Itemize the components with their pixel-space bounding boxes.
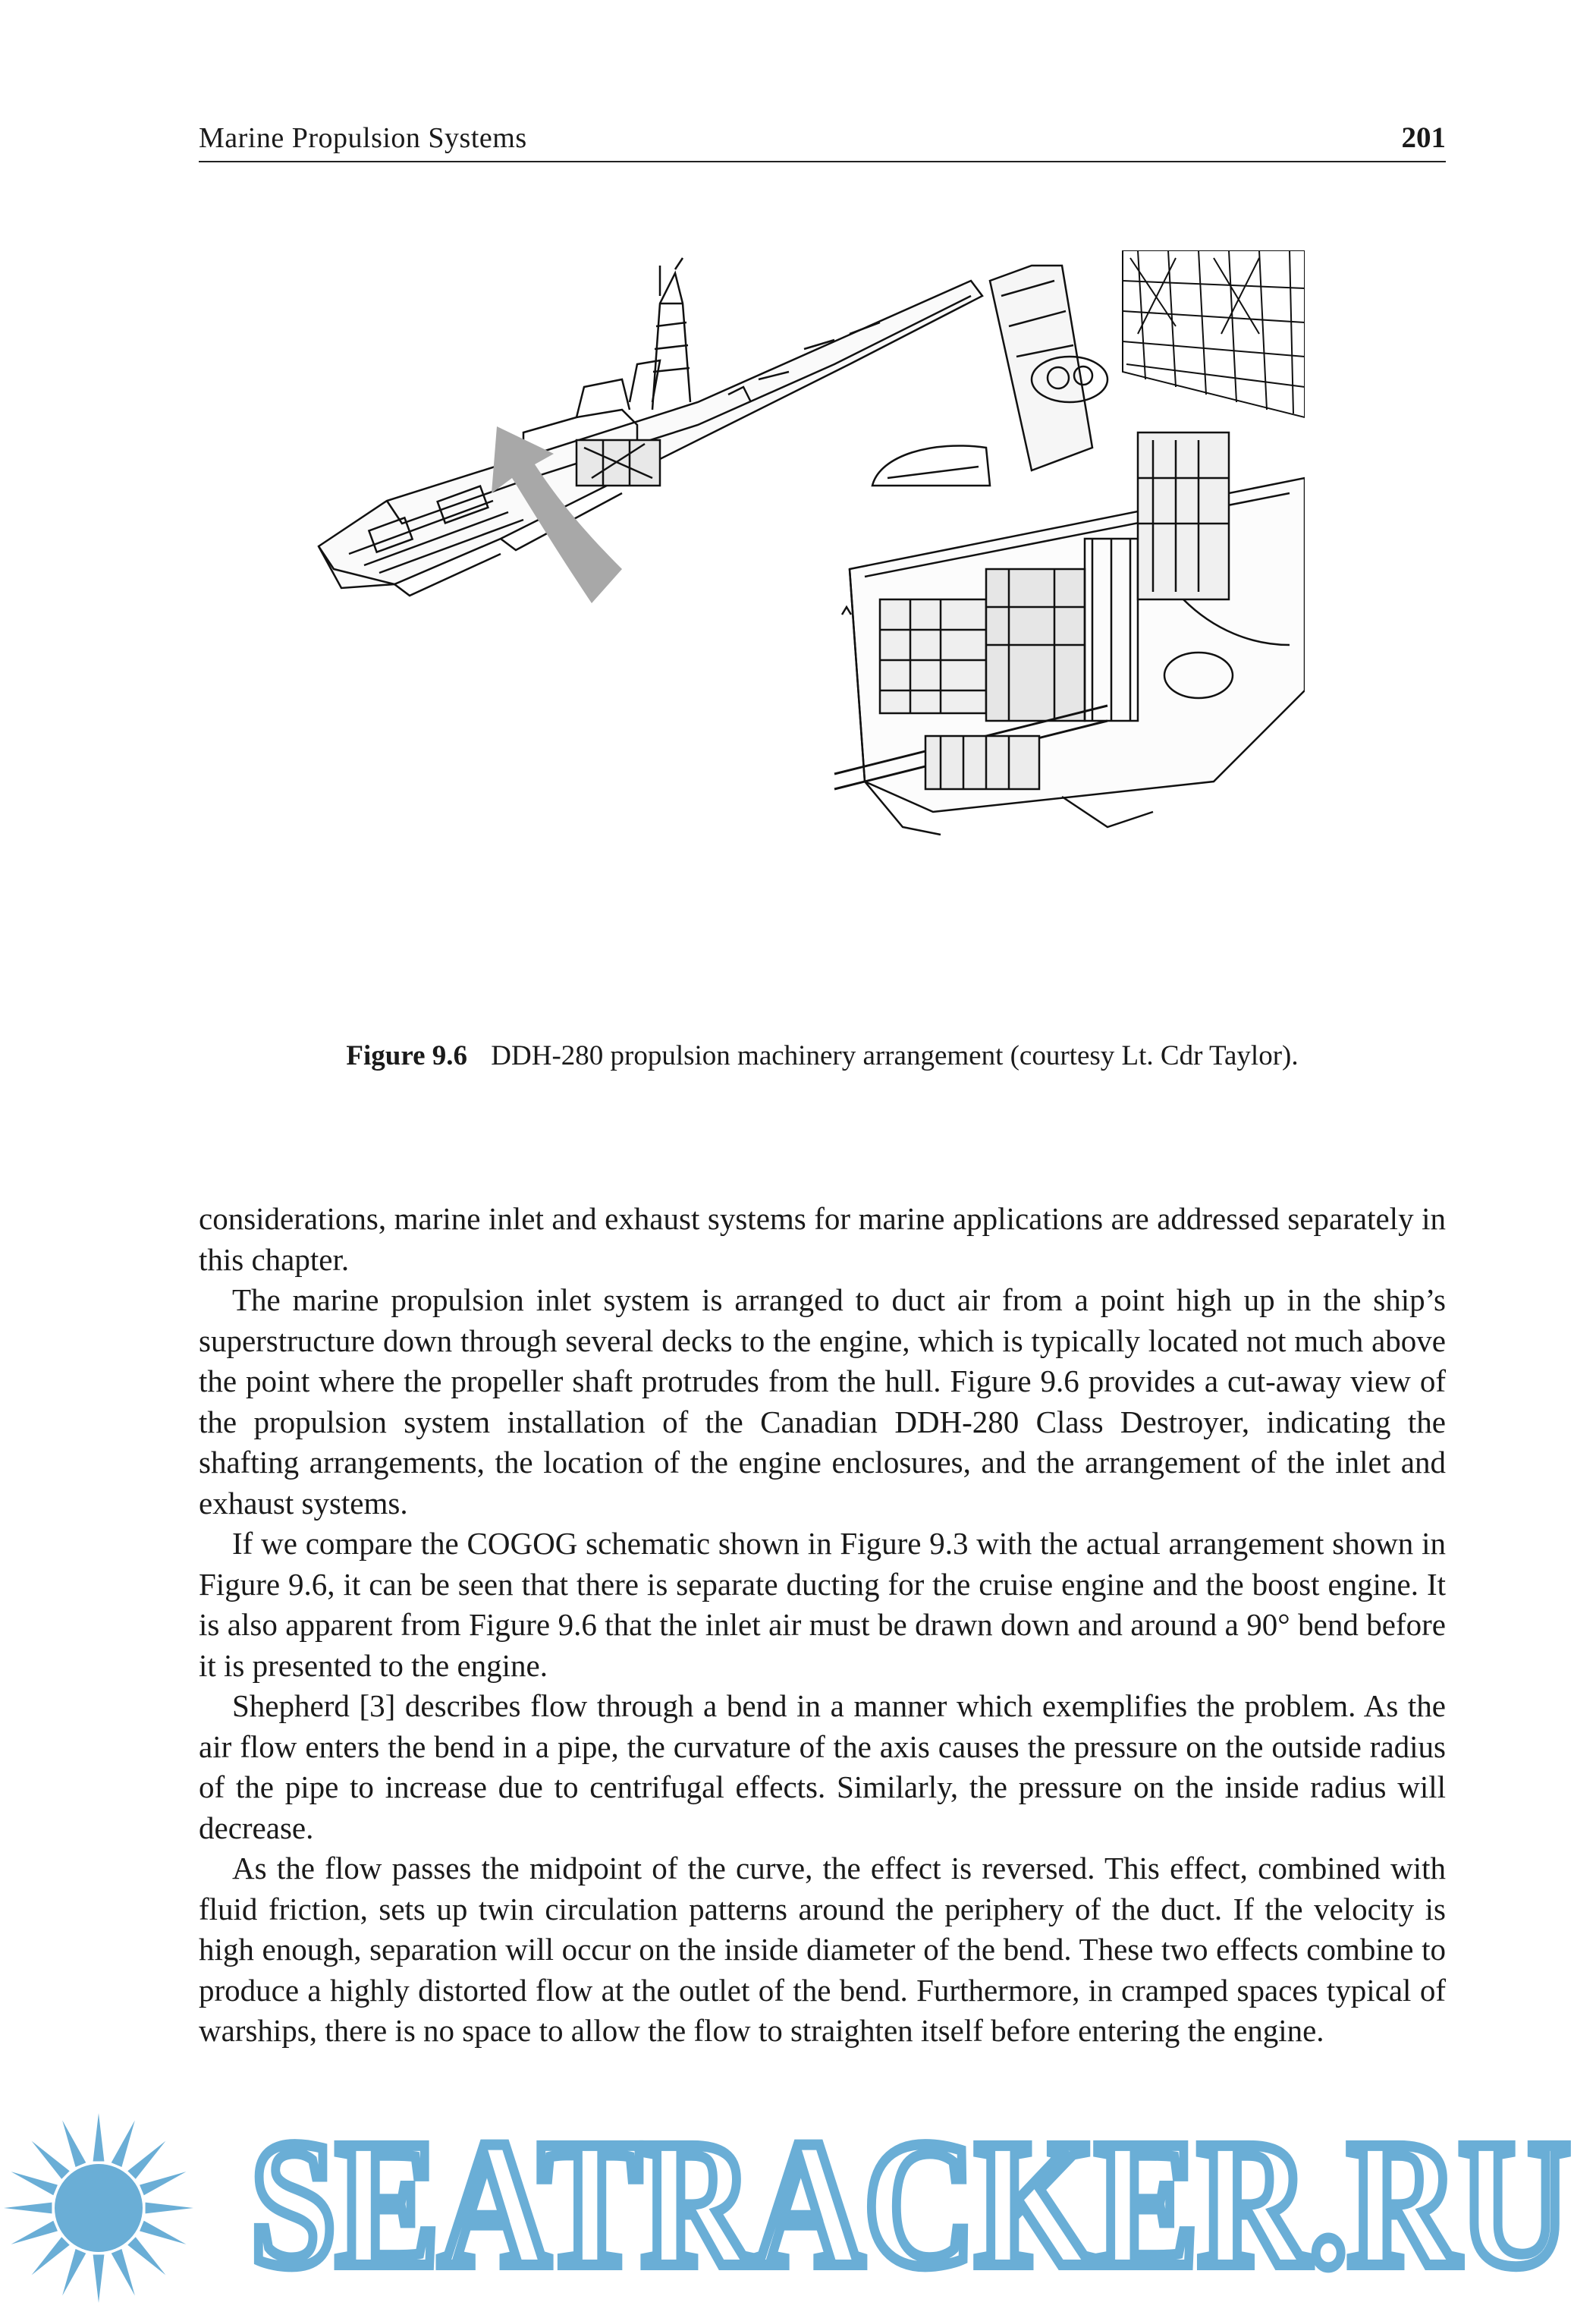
running-title: Marine Propulsion Systems [199, 122, 527, 154]
paragraph: If we compare the COGOG schematic shown in Figure 9.3 with the actual arrangement shown in Figure 9.6, it can be seen that there is separate ducting for the cruise engine and the boost engine. It is also apparent from Figure 9.6 that the inlet air must be drawn down and around a 90° bend before it is presented to the engine. [199, 1526, 1446, 1683]
sun-ray [112, 2249, 135, 2295]
figure-ship-cutaway [303, 250, 1305, 1009]
sun-ray [127, 2237, 165, 2275]
sun-ray [146, 2203, 193, 2214]
ship-cutaway-illustration [303, 250, 1305, 1009]
sun-ray [93, 2255, 105, 2303]
sun-ray [32, 2237, 70, 2275]
figure-caption-text: DDH-280 propulsion machinery arrangement (courtesy Lt. Cdr Taylor). [491, 1040, 1299, 1071]
page-number: 201 [1401, 121, 1446, 154]
running-header [199, 115, 1446, 162]
sun-ray [140, 2221, 186, 2244]
figure-label: Figure 9.6 [346, 1040, 468, 1071]
sun-ray [140, 2172, 186, 2195]
watermark-text: SEATRACKER.RU [250, 2103, 1570, 2304]
sun-ray [32, 2141, 70, 2179]
engine-room-cutaway [834, 250, 1305, 835]
paragraph: Shepherd [3] describes flow through a bend in a manner which exemplifies the problem. As the air flow enters the bend in a pipe, the curvature of the axis causes the pressure on the outside radius of the pipe to increase due to centrifugal effects. Similarly, the pressure on the inside radius will decrease. [199, 1688, 1446, 1845]
watermark [0, 2079, 1596, 2318]
ship-hull-drawing [319, 258, 982, 596]
sun-ray [62, 2249, 86, 2295]
figure-caption [199, 1039, 1446, 1072]
paragraph: The marine propulsion inlet system is arranged to duct air from a point high up in the ship’s superstructure down through several decks to the engine, which is typically located not much above the point where the propeller shaft protrudes from the hull. Figure 9.6 provides a cut-away view of the propulsion system installation of the Canadian DDH-280 Class Destroyer, indicating the shafting arrangements, the location of the engine enclosures, and the arrangement of the inlet and exhaust systems. [199, 1282, 1446, 1521]
sun-ray [112, 2121, 135, 2167]
sun-ray [11, 2172, 58, 2195]
sun-logo-icon [4, 2113, 193, 2303]
paragraph: considerations, marine inlet and exhaust systems for marine applications are addressed separately in this chapter. [199, 1201, 1446, 1277]
paragraph: As the flow passes the midpoint of the curve, the effect is reversed. This effect, combined with fluid friction, sets up twin circulation patterns around the periphery of the duct. If the velocity is high enough, separation will occur on the inside diameter of the bend. These two effects combine to produce a highly distorted flow at the outlet of the bend. Furthermore, in cramped spaces typical of warships, there is no space to allow the flow to straighten itself before entering the engine. [199, 1851, 1446, 2048]
body-text [199, 1199, 1446, 2052]
sun-ray [4, 2203, 52, 2214]
sun-disc [55, 2164, 143, 2252]
sun-ray [11, 2221, 58, 2244]
sun-ray [62, 2121, 86, 2167]
sun-ray [93, 2113, 105, 2161]
sun-ray [127, 2141, 165, 2179]
